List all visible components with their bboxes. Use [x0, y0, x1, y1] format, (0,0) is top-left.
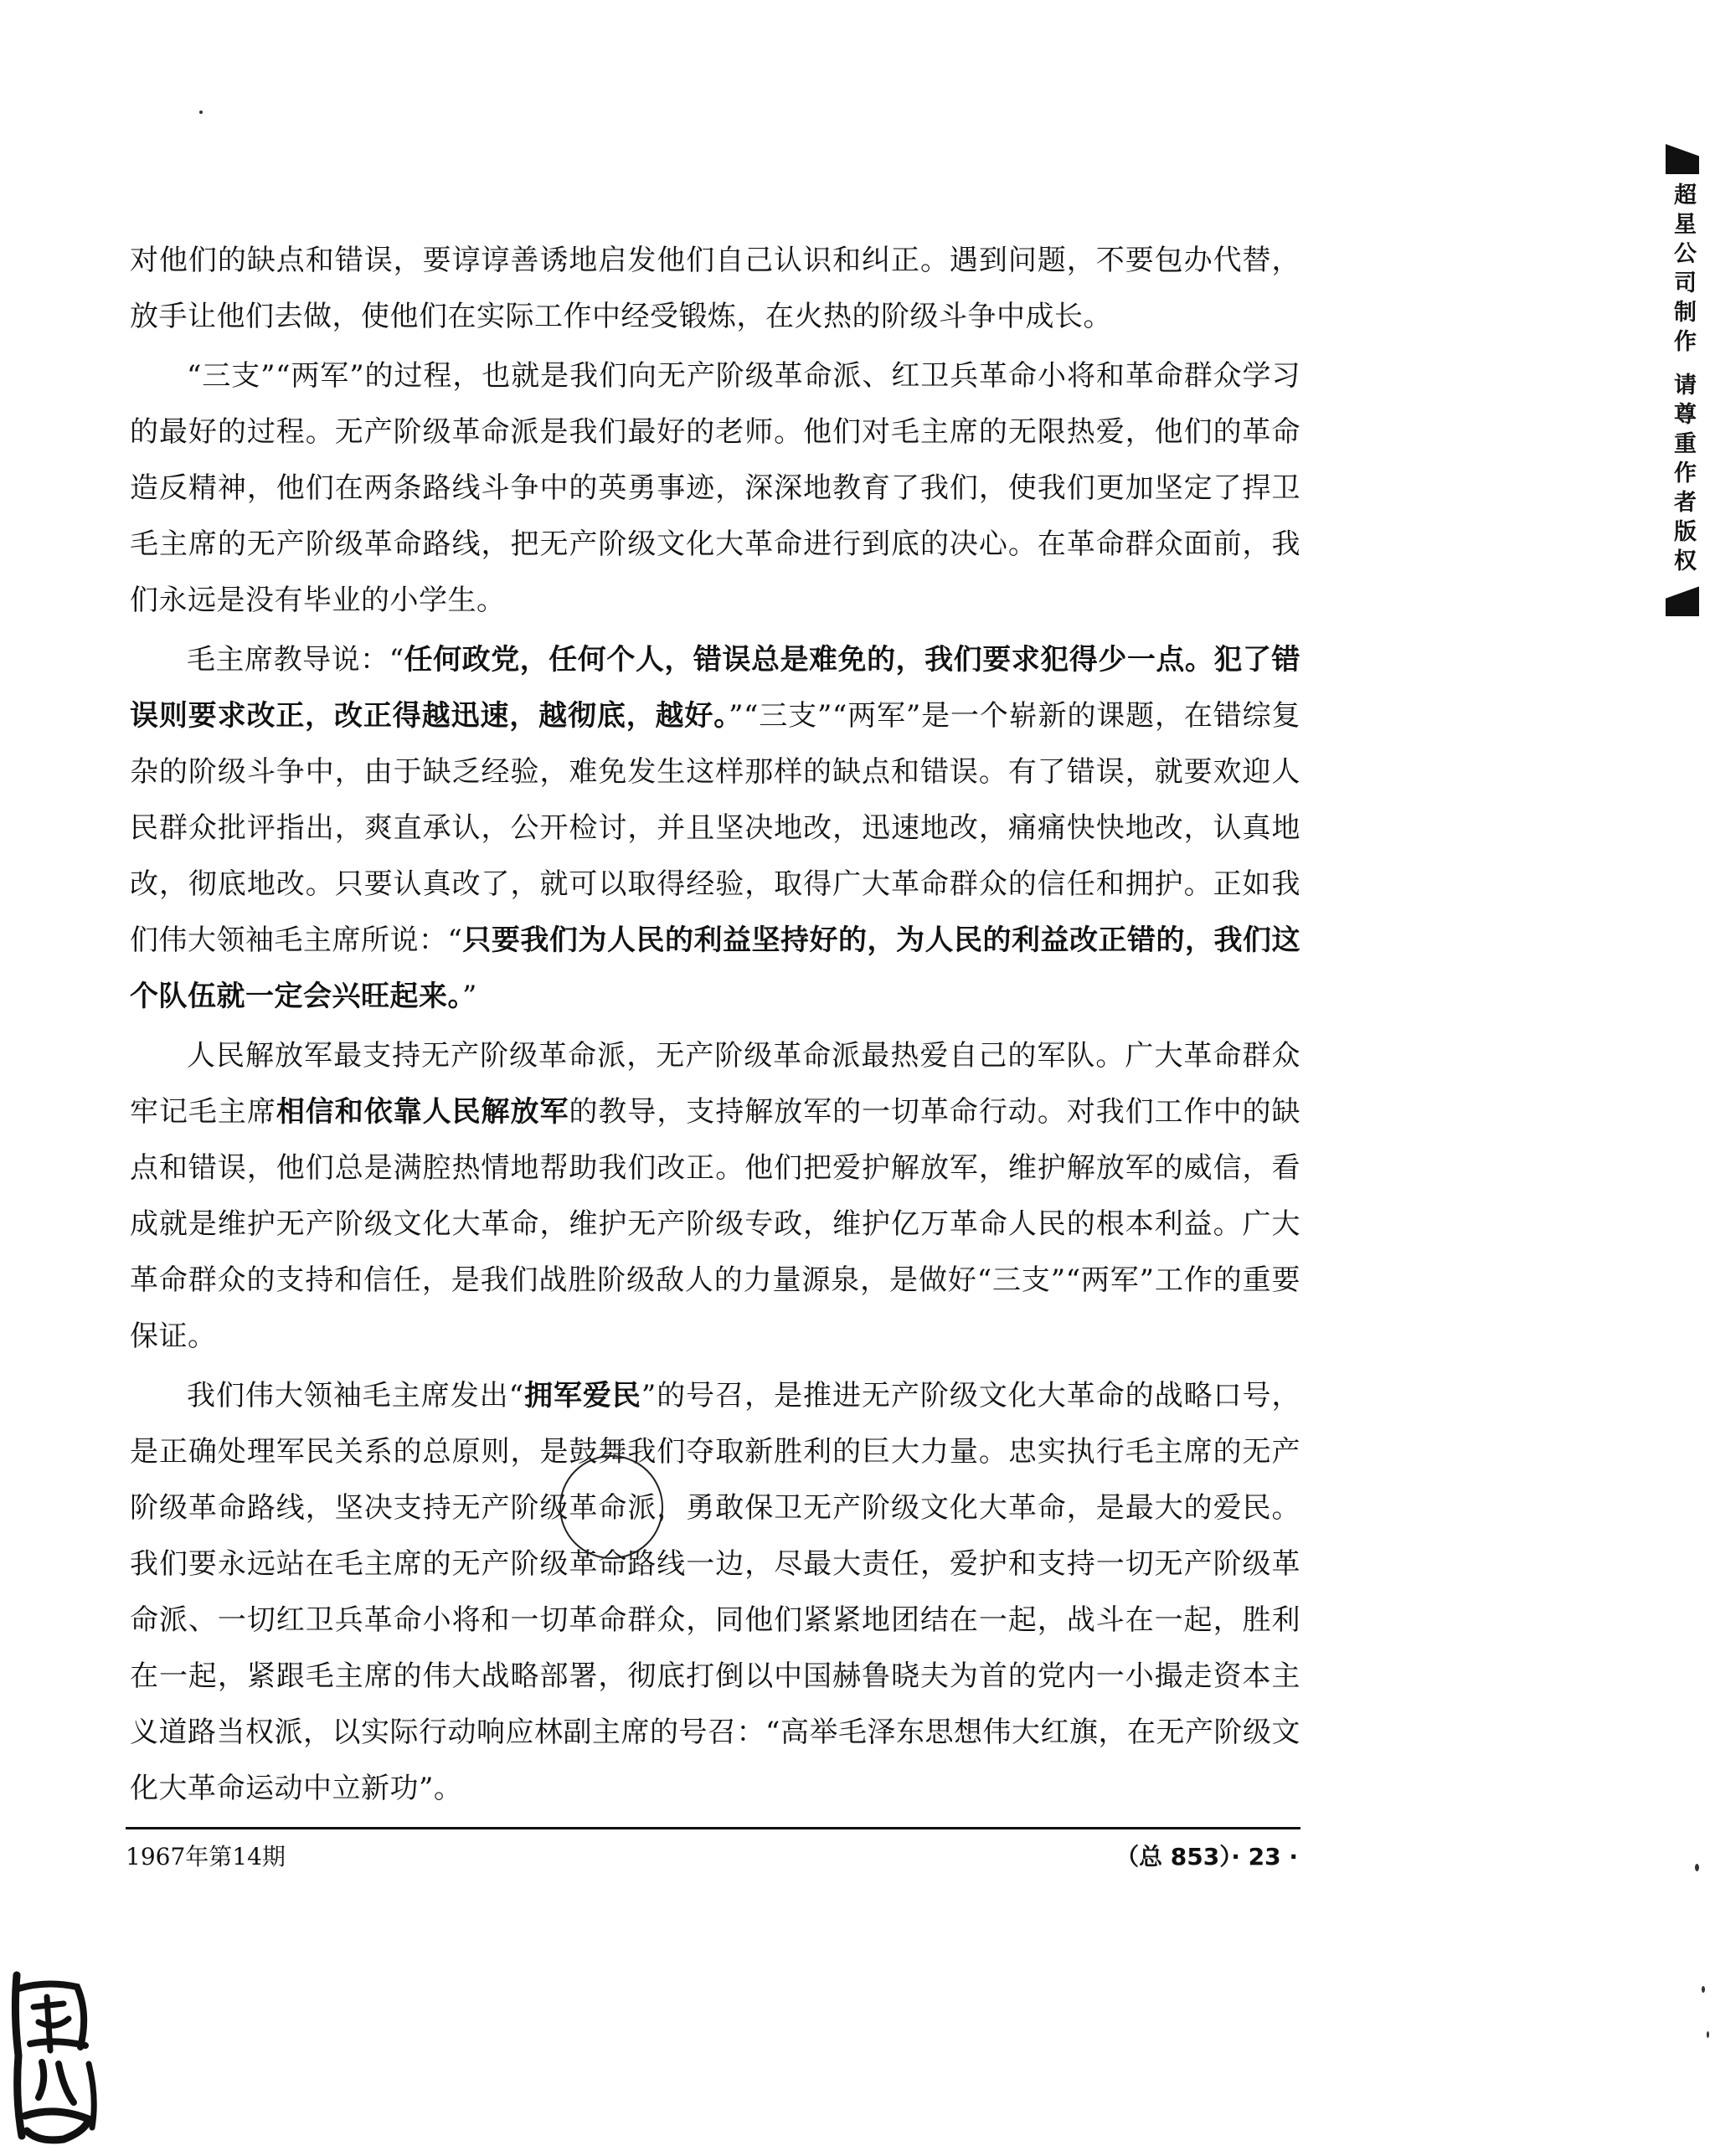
- quotation-bold: 任何政党，任何个人，错误总是难免的，我们要求犯得少一点。犯了错误则要求改正，改正得越迅速，越彻底，越好。: [130, 643, 1300, 733]
- quotation-bold: 相信和依靠人民解放军: [276, 1095, 569, 1129]
- paragraph: [130, 233, 1300, 345]
- footer-rule: [126, 1827, 1300, 1829]
- ink-circle-mark: [559, 1455, 663, 1559]
- quotation-bold: 只要我们为人民的利益坚持好的，为人民的利益改正错的，我们这个队伍就一定会兴旺起来。: [130, 924, 1300, 1013]
- article-body: [130, 233, 1300, 1817]
- scan-speck: [1695, 1864, 1699, 1871]
- text-run: ”的号召，是推进无产阶级文化大革命的战略口号，是正确处理军民关系的总原则，是鼓舞我们夺取新胜利的巨大力量。忠实执行毛主席的无产阶级革命路线，坚决支持无产阶级革命派，勇敢保卫无产阶级文化大革命，是最大的爱民。我们要永远站在毛主席的无产阶级革命路线一边，尽最大责任，爱护和支持一切无产阶级革命派、一切红卫兵革命小将和一切革命群众，同他们紧紧地团结在一起，战斗在一起，胜利在一起，紧跟毛主席的伟大战略部署，彻底打倒以中国赫鲁晓夫为首的党内一小撮走资本主义道路当权派，以实际行动响应林副主席的号召：“高举毛泽东思想伟大红旗，在无产阶级文化大革命运动中立新功”。: [130, 1379, 1300, 1805]
- sidebar-bar-bottom: [1666, 586, 1699, 616]
- text-run: ”“三支”“两军”是一个崭新的课题，在错综复杂的阶级斗争中，由于缺乏经验，难免发生这样那样的缺点和错误。有了错误，就要欢迎人民群众批评指出，爽直承认，公开检讨，并且坚决地改，迅速地改，痛痛快快地改，认真地改，彻底地改。只要认真改了，就可以取得经验，取得广大革命群众的信任和拥护。正如我们伟大领袖毛主席所说：“: [130, 699, 1300, 957]
- text-run: ”: [462, 980, 477, 1013]
- scan-speck: [199, 111, 203, 114]
- paragraph: [130, 1368, 1300, 1817]
- text-run: 毛主席教导说：“: [187, 643, 404, 677]
- seal-stamp-icon: [5, 1963, 102, 2148]
- sidebar-bar-top: [1666, 144, 1699, 174]
- paragraph: [130, 1028, 1300, 1365]
- issue-label: 1967年第14期: [126, 1843, 286, 1870]
- quotation-bold: 拥军爱民: [523, 1379, 641, 1412]
- paragraph: [130, 632, 1300, 1025]
- scan-speck: [1702, 1986, 1705, 1993]
- text-run: 人民解放军最支持无产阶级革命派，无产阶级革命派最热爱自己的军队。广大革命群众牢记毛主席: [130, 1039, 1300, 1129]
- copyright-notice: 超星公司制作 请尊重作者版权: [1670, 183, 1696, 579]
- copyright-sidebar: [1661, 144, 1704, 616]
- text-run: 对他们的缺点和错误，要谆谆善诱地启发他们自己认识和纠正。遇到问题，不要包办代替，放手让他们去做，使他们在实际工作中经受锻炼，在火热的阶级斗争中成长。: [130, 244, 1300, 333]
- scan-speck: [1707, 2031, 1709, 2038]
- paragraph: [130, 348, 1300, 629]
- text-run: 的教导，支持解放军的一切革命行动。对我们工作中的缺点和错误，他们总是满腔热情地帮助我们改正。他们把爱护解放军，维护解放军的威信，看成就是维护无产阶级文化大革命，维护无产阶级专政，维护亿万革命人民的根本利益。广大革命群众的支持和信任，是我们战胜阶级敌人的力量源泉，是做好“三支”“两军”工作的重要保证。: [130, 1095, 1301, 1353]
- page-number: （总 853）· 23 ·: [1115, 1843, 1298, 1870]
- text-run: 我们伟大领袖毛主席发出“: [187, 1379, 524, 1412]
- text-run: “三支”“两军”的过程，也就是我们向无产阶级革命派、红卫兵革命小将和革命群众学习的最好的过程。无产阶级革命派是我们最好的老师。他们对毛主席的无限热爱，他们的革命造反精神，他们在两条路线斗争中的英勇事迹，深深地教育了我们，使我们更加坚定了捍卫毛主席的无产阶级革命路线，把无产阶级文化大革命进行到底的决心。在革命群众面前，我们永远是没有毕业的小学生。: [130, 359, 1300, 617]
